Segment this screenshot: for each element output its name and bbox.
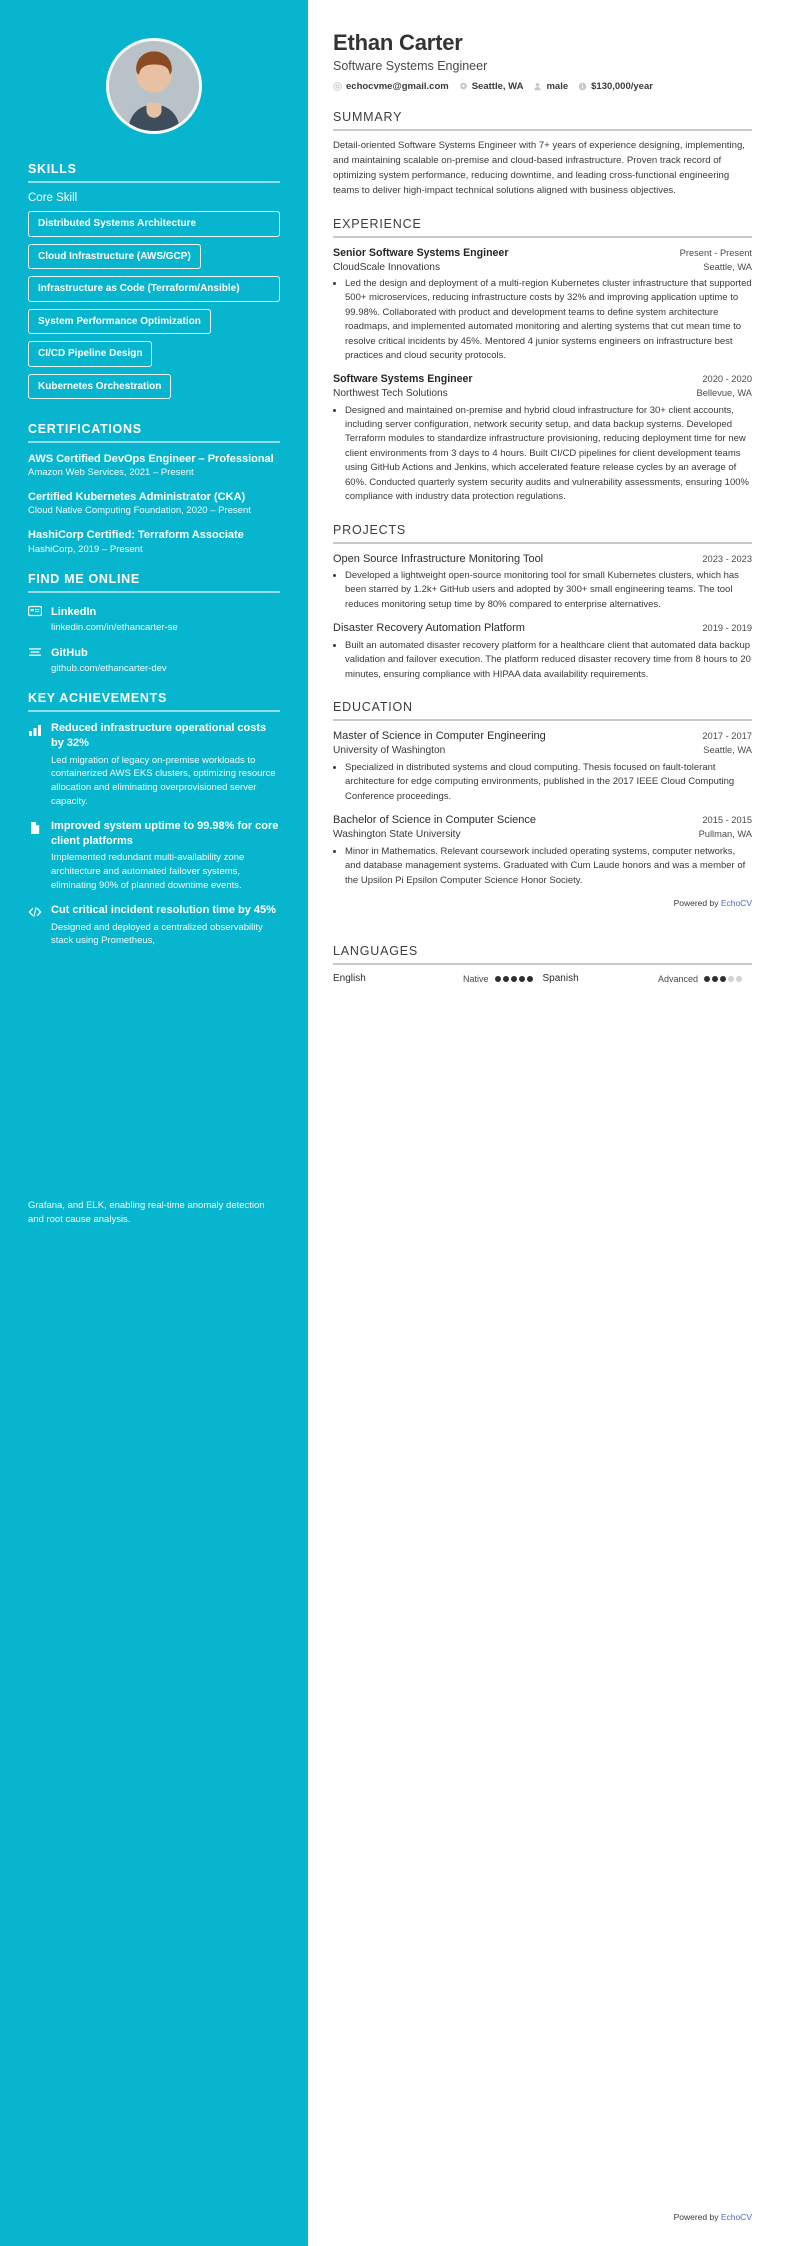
experience-org: Northwest Tech Solutions xyxy=(333,388,448,400)
experience-bullet: • Designed and maintained on-premise and hybrid cloud infrastructure for 30+ client accounts, including server configuration, network security setup, and data backup systems. Developed Terraform modules to standardize infrastructure provisioning, reducing deployment time for new client environments from 3 days to 4 hours. Built CI/CD pipelines for client development teams using GitHub Actions and Jenkins, which accelerated feature release cycles by an average of 60%. Conducted quarterly system security audits and vulnerability assessments, ensuring 100% compliance with industry data protection regulations. xyxy=(345,404,752,505)
skill-chip: Kubernetes Orchestration xyxy=(28,374,171,400)
certification-title: AWS Certified DevOps Engineer – Professional xyxy=(28,453,274,465)
achievement-title: Improved system uptime to 99.98% for core client platforms xyxy=(51,819,279,847)
education-degree: Master of Science in Computer Engineering xyxy=(333,730,546,743)
dot-filled xyxy=(527,976,533,982)
certifications-rule xyxy=(28,441,280,443)
certification-title: HashiCorp Certified: Terraform Associate xyxy=(28,529,244,542)
contact-location-value: Seattle, WA xyxy=(471,81,524,93)
contact-row xyxy=(333,81,752,92)
contact-email[interactable] xyxy=(333,81,449,92)
achievement-item xyxy=(28,819,280,893)
project-date: 2019 - 2019 xyxy=(702,623,752,634)
social-link-url: linkedin.com/in/ethancarter-se xyxy=(51,622,178,634)
sidebar xyxy=(0,0,308,1123)
document-icon xyxy=(28,821,42,835)
education-bullet: • Specialized in distributed systems and cloud computing. Thesis focused on fault-tolerant architecture for edge computing environments, published in the 2017 IEEE Cloud Computing Conference proceedings. xyxy=(345,761,752,804)
experience-org-line xyxy=(333,387,752,401)
skill-chip: System Performance Optimization xyxy=(28,309,211,335)
education-title-line xyxy=(333,729,752,744)
achievement-desc: Led migration of legacy on-premise workloads to containerized AWS EKS clusters, optimizing resource allocation and eliminating overprovisioned server capacity. xyxy=(51,754,276,807)
education-entry xyxy=(333,729,752,804)
languages-rule xyxy=(333,963,752,965)
achievement-title: Reduced infrastructure operational costs by 32% xyxy=(51,721,267,749)
dot-filled xyxy=(704,976,710,982)
achievement-desc: Implemented redundant multi-availability zone architecture and automated failover systems, eliminating 90% of planned downtime events. xyxy=(51,852,245,891)
projects-rule xyxy=(333,542,752,544)
candidate-name: Ethan Carter xyxy=(333,30,463,55)
dot-filled xyxy=(503,976,509,982)
powered-by-brand: EchoCV xyxy=(720,2212,752,2222)
social-link-github[interactable] xyxy=(28,643,280,675)
experience-title: Software Systems Engineer xyxy=(333,373,473,386)
github-icon xyxy=(28,645,42,659)
skills-chip-list xyxy=(28,211,280,406)
dot-filled xyxy=(519,976,525,982)
person-icon xyxy=(533,82,542,91)
skill-chip: CI/CD Pipeline Design xyxy=(28,341,152,367)
contact-salary xyxy=(578,81,653,92)
dot-filled xyxy=(720,976,726,982)
language-dots xyxy=(704,976,742,982)
certification-item xyxy=(28,528,280,556)
education-location: Pullman, WA xyxy=(698,829,752,840)
find-me-online-rule xyxy=(28,591,280,593)
project-bullet: • Developed a lightweight open-source monitoring tool for small Kubernetes clusters, which has been starred by 1.2k+ GitHub users and adopted by 300+ small engineering teams. The tool reduces monitoring setup time by 80% compared to enterprise alternatives. xyxy=(345,569,752,612)
avatar-wrap xyxy=(28,38,280,134)
dot-filled xyxy=(712,976,718,982)
achievement-item xyxy=(28,721,280,809)
language-rating xyxy=(658,974,742,984)
powered-by-prefix: Powered by xyxy=(673,2212,721,2222)
education-location: Seattle, WA xyxy=(703,745,752,756)
achievement-item xyxy=(28,903,280,948)
main-column xyxy=(308,0,794,1123)
achievement-body xyxy=(51,721,280,809)
sidebar-page-2 xyxy=(0,1123,308,2246)
experience-date: 2020 - 2020 xyxy=(702,374,752,385)
section-education xyxy=(333,700,752,888)
code-icon xyxy=(28,905,42,919)
certification-sub: Cloud Native Computing Foundation, 2020 – Present xyxy=(28,505,251,517)
summary-rule xyxy=(333,129,752,131)
experience-org: CloudScale Innovations xyxy=(333,261,441,273)
education-degree: Bachelor of Science in Computer Science xyxy=(333,814,536,827)
project-title-line xyxy=(333,621,752,636)
skills-heading: SKILLS xyxy=(28,162,77,176)
resume-header xyxy=(333,30,752,92)
skill-chip: Distributed Systems Architecture xyxy=(28,211,280,237)
project-date: 2023 - 2023 xyxy=(702,553,752,564)
projects-heading: PROJECTS xyxy=(333,522,407,537)
project-title: Disaster Recovery Automation Platform xyxy=(333,622,525,635)
education-school: Washington State University xyxy=(333,829,461,841)
key-achievements-heading: KEY ACHIEVEMENTS xyxy=(28,690,168,705)
education-bullets xyxy=(333,761,752,804)
powered-by-prefix: Powered by xyxy=(673,898,721,909)
achievement-desc: Designed and deployed a centralized observability stack using Prometheus, xyxy=(51,921,263,947)
contact-gender xyxy=(533,81,568,92)
language-rating xyxy=(463,974,533,984)
summary-text: Detail-oriented Software Systems Engineer with 7+ years of experience designing, implementing, and maintaining scalable on-premise and cloud-based infrastructure. Proven track record of optimizing system performance, reducing downtime, and leading cross-functional engineering teams to deliver high-impact technical solutions aligned with business objectives. xyxy=(333,140,745,196)
sidebar-section-certifications xyxy=(28,422,280,556)
bar-chart-icon xyxy=(28,723,42,737)
achievement-body xyxy=(51,819,280,893)
education-title-line xyxy=(333,813,752,828)
dot-filled xyxy=(495,976,501,982)
experience-date: Present - Present xyxy=(679,247,752,258)
languages-grid xyxy=(333,973,752,984)
dot-filled xyxy=(511,976,517,982)
project-bullet: • Built an automated disaster recovery platform for a healthcare client that automated data backup validation and failover execution. The platform reduced disaster recovery time from 8 hours to 20 minutes, ensuring compliance with HIPAA data availability requirements. xyxy=(345,639,752,682)
section-projects xyxy=(333,523,752,682)
sidebar-section-skills xyxy=(28,162,280,406)
avatar xyxy=(106,38,202,134)
achievement-body xyxy=(51,903,280,948)
email-icon xyxy=(333,82,342,91)
social-link-text xyxy=(51,643,167,675)
education-org-line xyxy=(333,744,752,758)
language-name: English xyxy=(333,973,366,985)
experience-org-line xyxy=(333,261,752,275)
language-item xyxy=(333,973,543,984)
education-org-line xyxy=(333,828,752,842)
education-bullet: • Minor in Mathematics. Relevant coursework included operating systems, computer networks, and database management systems. Graduated with Cum Laude honors and was a member of the Upsilon Pi Epsilon Computer Science Honor Society. xyxy=(345,845,752,888)
language-level: Native xyxy=(462,973,489,984)
sidebar-section-find-me-online xyxy=(28,572,280,675)
social-link-name: LinkedIn xyxy=(51,606,97,619)
project-entry xyxy=(333,621,752,682)
linkedin-icon xyxy=(28,604,42,618)
project-bullets xyxy=(333,639,752,682)
project-title-line xyxy=(333,552,752,567)
experience-rule xyxy=(333,236,752,238)
candidate-role: Software Systems Engineer xyxy=(333,59,488,74)
skill-chip: Infrastructure as Code (Terraform/Ansible) xyxy=(28,276,280,302)
social-link-url: github.com/ethancarter-dev xyxy=(51,662,167,674)
resume-page-2 xyxy=(0,1123,794,2246)
powered-by-footer xyxy=(333,898,752,908)
experience-entry xyxy=(333,372,752,504)
certification-sub: Amazon Web Services, 2021 – Present xyxy=(28,467,194,479)
education-bullets xyxy=(333,845,752,888)
main-column-page-2 xyxy=(308,1123,794,2246)
skills-rule xyxy=(28,181,280,183)
section-languages xyxy=(333,944,752,984)
contact-email-value: echocvme@gmail.com xyxy=(346,81,449,93)
sidebar-section-key-achievements xyxy=(28,691,280,948)
skill-chip: Cloud Infrastructure (AWS/GCP) xyxy=(28,244,201,270)
contact-gender-value: male xyxy=(546,81,569,93)
experience-heading: EXPERIENCE xyxy=(333,216,422,231)
language-level: Advanced xyxy=(657,973,698,984)
achievement-title: Cut critical incident resolution time by 45% xyxy=(51,903,276,916)
certification-item xyxy=(28,490,280,518)
experience-bullets xyxy=(333,277,752,364)
experience-title-line xyxy=(333,246,752,261)
project-title: Open Source Infrastructure Monitoring Tool xyxy=(333,552,544,565)
find-me-online-heading: FIND ME ONLINE xyxy=(28,572,140,587)
social-link-linkedin[interactable] xyxy=(28,602,280,634)
contact-location xyxy=(459,81,524,92)
project-bullets xyxy=(333,569,752,612)
section-summary xyxy=(333,110,752,198)
social-link-name: GitHub xyxy=(51,646,88,659)
education-date: 2017 - 2017 xyxy=(702,731,752,742)
dot-empty xyxy=(736,976,742,982)
section-experience xyxy=(333,217,752,505)
project-entry xyxy=(333,552,752,613)
language-dots xyxy=(495,976,533,982)
summary-heading: SUMMARY xyxy=(333,110,403,125)
certification-sub: HashiCorp, 2019 – Present xyxy=(28,543,143,555)
language-name: Spanish xyxy=(542,973,579,985)
key-achievements-rule xyxy=(28,710,280,712)
experience-location: Seattle, WA xyxy=(703,261,752,272)
education-school: University of Washington xyxy=(333,745,446,757)
dot-empty xyxy=(728,976,734,982)
contact-salary-value: $130,000/year xyxy=(591,81,653,93)
certification-item xyxy=(28,452,280,480)
education-date: 2015 - 2015 xyxy=(702,815,752,826)
location-pin-icon xyxy=(459,82,468,91)
certifications-heading: CERTIFICATIONS xyxy=(28,422,142,436)
experience-bullet: • Led the design and deployment of a multi-region Kubernetes cluster infrastructure that supported 500+ microservices, reducing infrastructure costs by 32% and improving application uptime to 99.98%. Collaborated with product and development teams to define system architecture roadmaps, and implemented automated monitoring and alerting systems that cut mean time to resolve critical incidents by 45%. Mentored 4 junior systems engineers on infrastructure best practices and cloud security protocols. xyxy=(345,277,752,364)
experience-bullets xyxy=(333,404,752,505)
education-rule xyxy=(333,719,752,721)
experience-entry xyxy=(333,246,752,364)
powered-by-brand: EchoCV xyxy=(720,898,752,909)
social-link-text xyxy=(51,602,178,634)
language-item xyxy=(543,973,753,984)
experience-location: Bellevue, WA xyxy=(696,388,752,399)
powered-by-footer xyxy=(674,2212,752,2222)
certification-title: Certified Kubernetes Administrator (CKA) xyxy=(28,491,246,504)
education-heading: EDUCATION xyxy=(333,700,413,715)
experience-title-line xyxy=(333,372,752,387)
experience-title: Senior Software Systems Engineer xyxy=(333,246,509,259)
info-icon xyxy=(578,82,587,91)
languages-heading: LANGUAGES xyxy=(333,944,419,959)
core-skill-label: Core Skill xyxy=(28,192,78,204)
achievement-desc-continuation: Grafana, and ELK, enabling real-time anomaly detection and root cause analysis. xyxy=(28,1200,265,1225)
education-entry xyxy=(333,813,752,888)
